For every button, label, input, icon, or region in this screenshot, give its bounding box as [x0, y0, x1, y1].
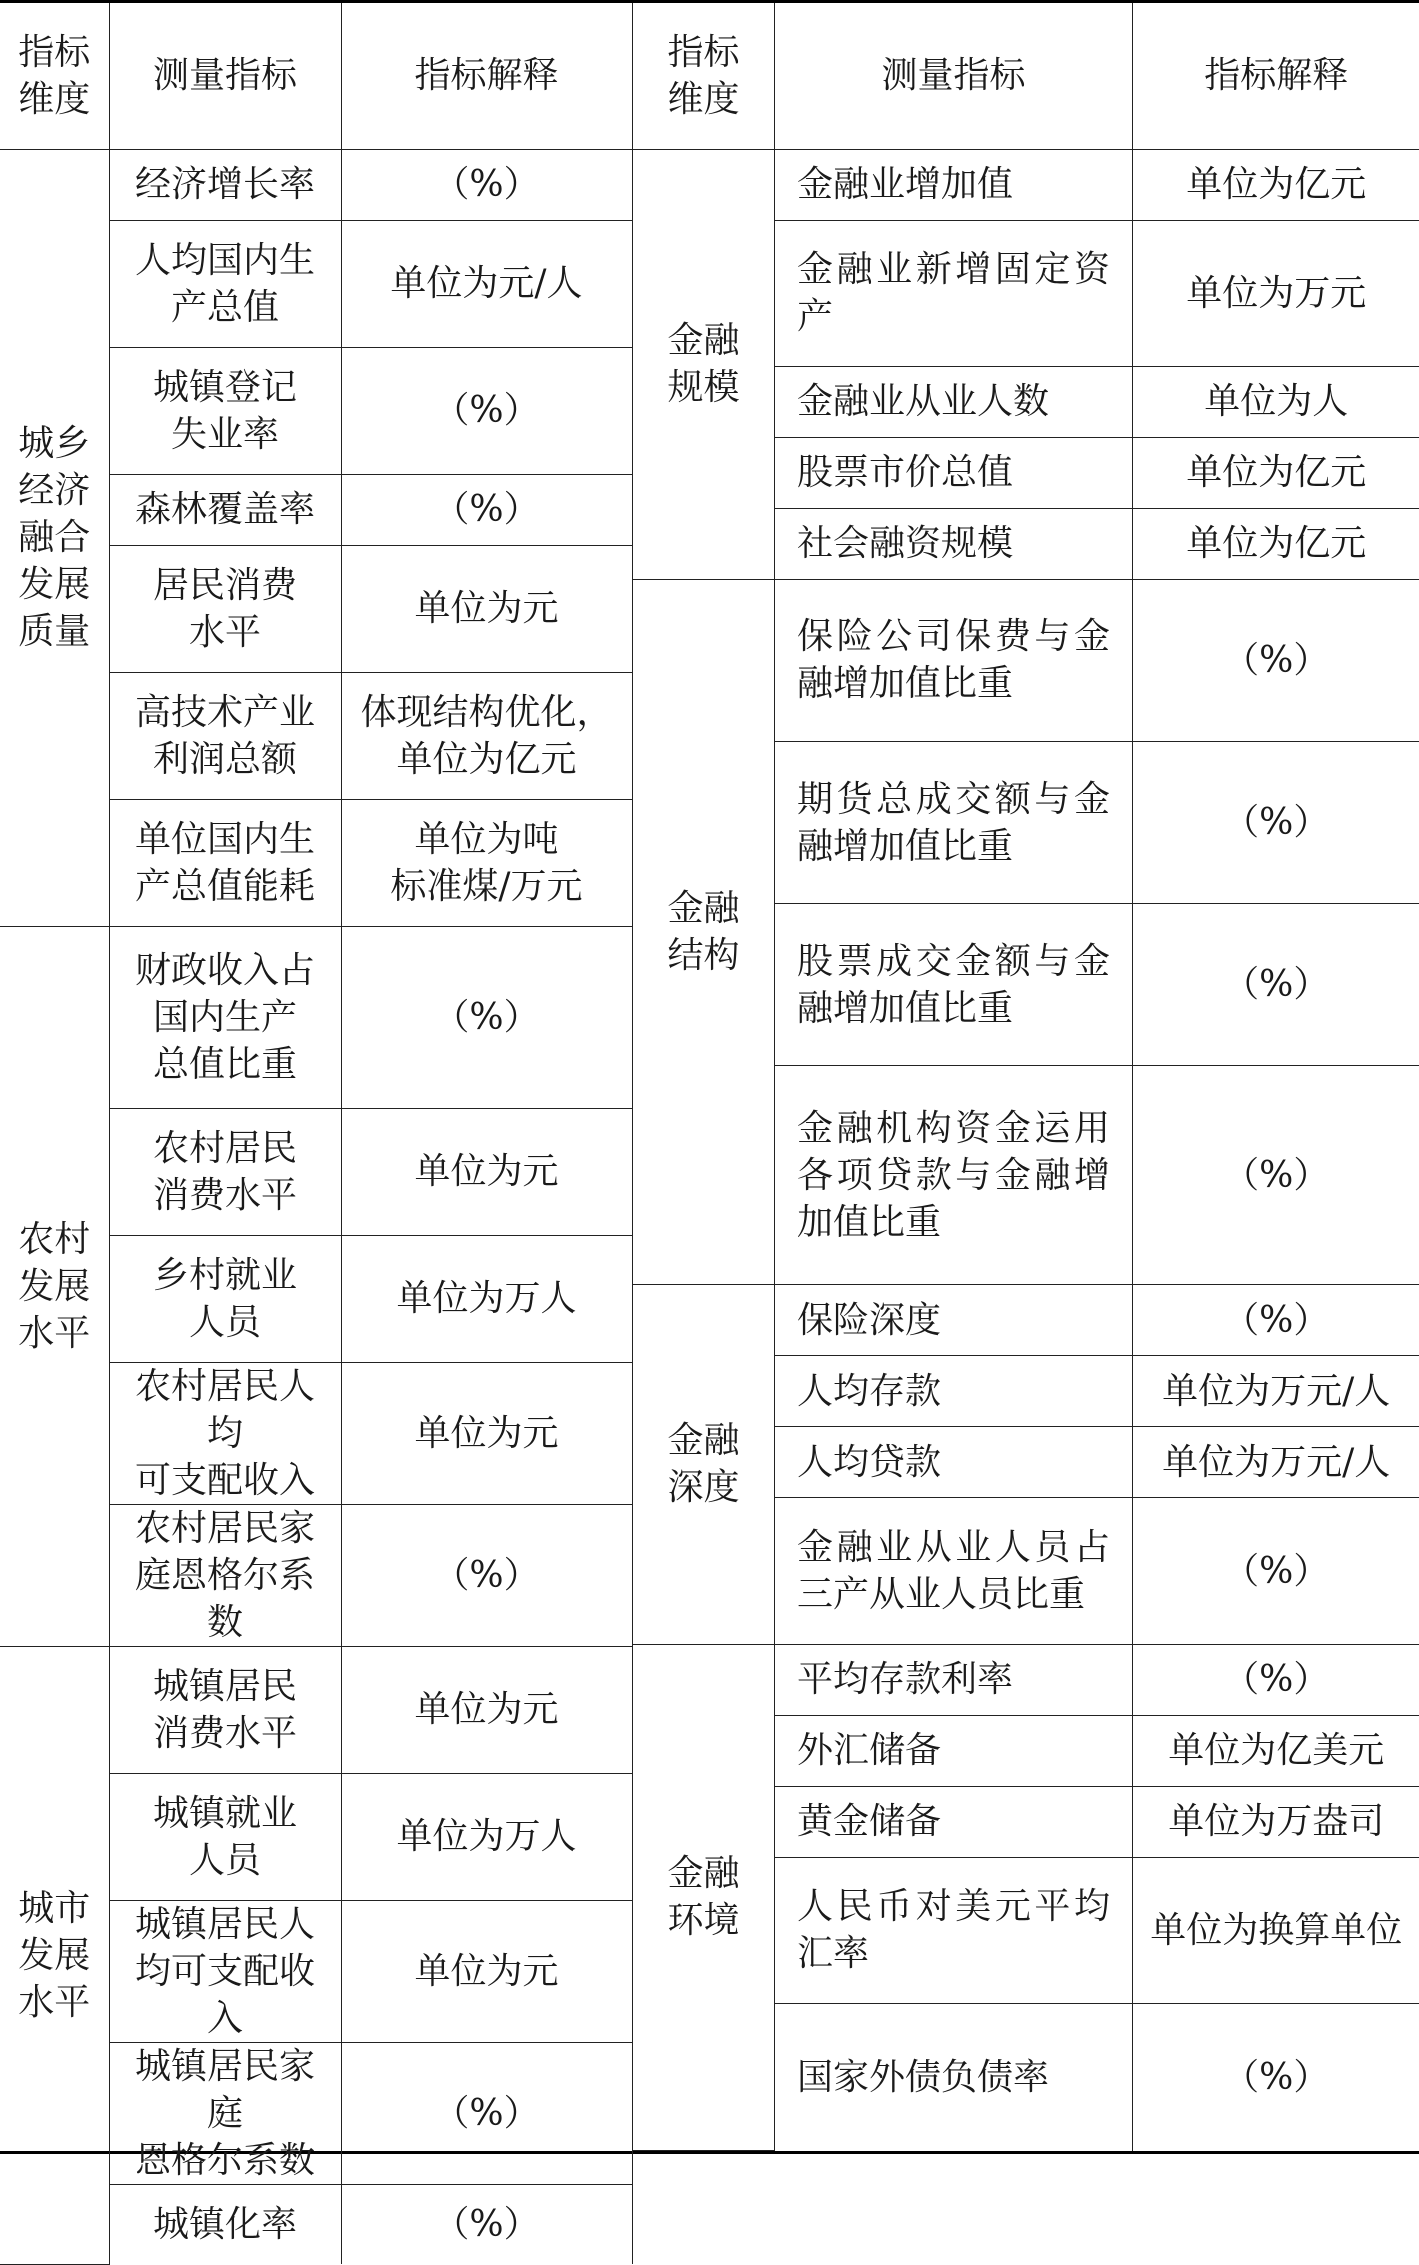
right-table: [632, 3, 1419, 2151]
explain-cell: 单位为亿元: [1133, 437, 1419, 508]
indicator-cell: 人均国内生 产总值: [109, 220, 341, 347]
explain-cell: （%）: [1133, 2003, 1419, 2150]
header-explain: 指标解释: [341, 3, 632, 149]
table-row: [633, 1285, 1419, 1356]
explain-cell: 单位为万人: [341, 1773, 632, 1900]
indicator-cell: 保险深度: [775, 1285, 1133, 1356]
indicator-cell: 森林覆盖率: [109, 474, 341, 545]
explain-cell: 单位为吨 标准煤/万元: [341, 799, 632, 926]
indicator-cell: 人均存款: [775, 1356, 1133, 1427]
indicator-cell: 乡村就业 人员: [109, 1235, 341, 1362]
indicator-cell: 农村居民人均 可支配收入: [109, 1362, 341, 1504]
dimension-cell: 金融 深度: [633, 1285, 775, 1644]
explain-cell: 单位为元: [341, 545, 632, 672]
indicator-cell: 金融业从业人员占三产从业人员比重: [775, 1498, 1133, 1644]
explain-cell: 单位为万人: [341, 1235, 632, 1362]
indicator-cell: 居民消费 水平: [109, 545, 341, 672]
indicator-cell: 人均贷款: [775, 1427, 1133, 1498]
explain-cell: 单位为元: [341, 1362, 632, 1504]
indicator-cell: 财政收入占 国内生产 总值比重: [109, 926, 341, 1108]
indicator-cell: 金融业增加值: [775, 149, 1133, 220]
indicator-cell: 黄金储备: [775, 1786, 1133, 1857]
explain-cell: 单位为元: [341, 1108, 632, 1235]
indicator-cell: 城镇居民人 均可支配收入: [109, 1900, 341, 2042]
table-row: [633, 1644, 1419, 1715]
indicator-cell: 社会融资规模: [775, 508, 1133, 579]
indicator-cell: 经济增长率: [109, 149, 341, 220]
explain-cell: 单位为万盎司: [1133, 1786, 1419, 1857]
header-explain: 指标解释: [1133, 3, 1419, 149]
indicator-cell: 股票市价总值: [775, 437, 1133, 508]
header-row: [0, 3, 632, 149]
explain-cell: （%）: [1133, 741, 1419, 903]
explain-cell: 单位为万元/人: [1133, 1427, 1419, 1498]
table-row: [633, 579, 1419, 741]
left-table: [0, 3, 633, 2265]
indicator-cell: 城镇化率: [109, 2184, 341, 2264]
table-row: [0, 149, 632, 220]
indicator-cell: 期货总成交额与金融增加值比重: [775, 741, 1133, 903]
header-indicator: 测量指标: [775, 3, 1133, 149]
explain-cell: （%）: [1133, 1498, 1419, 1644]
explain-cell: 单位为元/人: [341, 220, 632, 347]
dimension-cell: 农村 发展 水平: [0, 926, 109, 1646]
explain-cell: 单位为元: [341, 1646, 632, 1773]
indicator-cell: 保险公司保费与金融增加值比重: [775, 579, 1133, 741]
indicator-cell: 城镇登记 失业率: [109, 347, 341, 474]
header-row: [633, 3, 1419, 149]
explain-cell: 单位为换算单位: [1133, 1857, 1419, 2003]
explain-cell: （%）: [1133, 1285, 1419, 1356]
explain-cell: 单位为人: [1133, 366, 1419, 437]
table-row: [0, 926, 632, 1108]
dimension-cell: 金融 环境: [633, 1644, 775, 2150]
indicator-cell: 金融机构资金运用各项贷款与金融增加值比重: [775, 1066, 1133, 1285]
explain-cell: 单位为亿美元: [1133, 1715, 1419, 1786]
indicator-cell: 外汇储备: [775, 1715, 1133, 1786]
explain-cell: （%）: [341, 2042, 632, 2184]
explain-cell: 体现结构优化， 单位为亿元: [341, 672, 632, 799]
indicator-cell: 国家外债负债率: [775, 2003, 1133, 2150]
indicator-cell: 高技术产业 利润总额: [109, 672, 341, 799]
dimension-cell: 城乡 经济 融合 发展 质量: [0, 149, 109, 926]
indicator-cell: 农村居民 消费水平: [109, 1108, 341, 1235]
indicator-cell: 城镇居民 消费水平: [109, 1646, 341, 1773]
indicator-cell: 城镇就业 人员: [109, 1773, 341, 1900]
indicator-cell: 金融业从业人数: [775, 366, 1133, 437]
explain-cell: （%）: [341, 926, 632, 1108]
explain-cell: （%）: [1133, 1066, 1419, 1285]
dimension-cell: 城市 发展 水平: [0, 1646, 109, 2264]
indicator-cell: 人民币对美元平均汇率: [775, 1857, 1133, 2003]
header-dim: 指标 维度: [633, 3, 775, 149]
explain-cell: （%）: [1133, 1644, 1419, 1715]
indicator-cell: 平均存款利率: [775, 1644, 1133, 1715]
explain-cell: （%）: [341, 149, 632, 220]
indicator-cell: 农村居民家 庭恩格尔系数: [109, 1504, 341, 1646]
explain-cell: （%）: [341, 347, 632, 474]
indicator-cell: 单位国内生 产总值能耗: [109, 799, 341, 926]
indicator-cell: 金融业新增固定资产: [775, 220, 1133, 366]
table-row: [633, 149, 1419, 220]
header-dim: 指标 维度: [0, 3, 109, 149]
explain-cell: 单位为万元/人: [1133, 1356, 1419, 1427]
explain-cell: （%）: [1133, 579, 1419, 741]
indicator-cell: 城镇居民家庭 恩格尔系数: [109, 2042, 341, 2184]
explain-cell: 单位为亿元: [1133, 149, 1419, 220]
explain-cell: 单位为元: [341, 1900, 632, 2042]
explain-cell: （%）: [341, 1504, 632, 1646]
dimension-cell: 金融 结构: [633, 579, 775, 1284]
explain-cell: 单位为万元: [1133, 220, 1419, 366]
indicator-cell: 股票成交金额与金融增加值比重: [775, 904, 1133, 1066]
header-indicator: 测量指标: [109, 3, 341, 149]
explain-cell: （%）: [1133, 904, 1419, 1066]
explain-cell: 单位为亿元: [1133, 508, 1419, 579]
explain-cell: （%）: [341, 474, 632, 545]
explain-cell: （%）: [341, 2184, 632, 2264]
table-row: [0, 1646, 632, 1773]
dimension-cell: 金融 规模: [633, 149, 775, 579]
